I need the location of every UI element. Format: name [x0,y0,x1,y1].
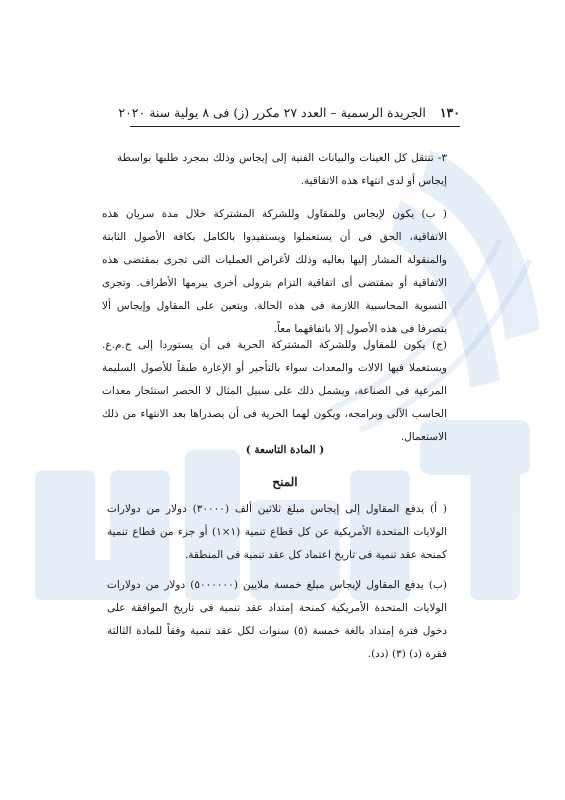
header-rule [130,126,460,127]
page-header [118,101,460,125]
paragraph-c: (ج) يكون للمقاول وللشركة المشتركة الحرية فى أن يستوردا إلى ج.م.ع. ويستعملا فيها الالات والمعدات سواء بالتأجير أو الإعارة طبقاً للأصول السليمة المرعية فى الصناعة، ويشمل ذلك على سبيل المثال لا الحصر استئجار معدات الحاسب الآلى وبرامجه، ويكون لهما الحرية فى أن يصدراها بعد الانتهاء من ذلك الاستعمال. [102,339,447,443]
running-title: الجريدة الرسمية – العدد ٢٧ مكرر (ز) فى ٨ يولية سنة ٢٠٢٠ [118,105,426,120]
article-heading: ( المادة التاسعة ) [245,444,325,456]
article-subtitle: المنح [272,475,298,489]
page-number: ١٣٠ [439,105,460,120]
paragraph-b: ( ب) يكون لإيجاس وللمقاول وللشركة المشتركة خلال مدة سريان هذه الاتفاقية، الحق فى أن يستعملوا ويستفيدوا بالكامل بكافة الأصول الثابتة والمنقولة المشار إليها بعاليه وذلك لأغراض العمليات التى تجرى بمقتضى هذه الاتفاقية أو بمقتضى أى اتفاقية التزام بترولى أخرى يبرمها الأطراف. وتجرى التسوية المحاسبية اللازمة فى هذه الحالة. ويتعين على المقاول وإيجاس ألا يتصرفا فى هذه الأصول إلا باتفاقهما معاً. [102,208,447,335]
grant-paragraph-b: (ب) يدفع المقاول لإيجاس مبلغ خمسة ملايين (٥٠٠٠٠٠٠) دولار من دولارات الولايات المتحدة الأمريكية كمنحة إمتداد عقد تنمية فى تاريخ الموافقة على دخول فترة إمتداد بالغة خمسة (٥) سنوات لكل عقد تنمية وفقاً للمادة الثالثة فقرة (د) (٣) (دد). [107,579,447,660]
grant-paragraph-a: ( أ) يدفع المقاول إلى إيجاس مبلغ ثلاثين ألف (٣٠٠٠٠) دولار من دولارات الولايات المتحدة الأمريكية عن كل قطاع تنمية (١×١) أو جزء من قطاع تنمية كمنحة عقد تنمية فى تاريخ اعتماد كل عقد تنمية فى المنطقة. [107,503,447,561]
paragraph-item-3: ٣- تنتقل كل العينات والبيانات الفنية إلى إيجاس وذلك بمجرد طلبها بواسطة إيجاس أو لدى انتهاء هذه الاتفاقية. [117,152,447,187]
